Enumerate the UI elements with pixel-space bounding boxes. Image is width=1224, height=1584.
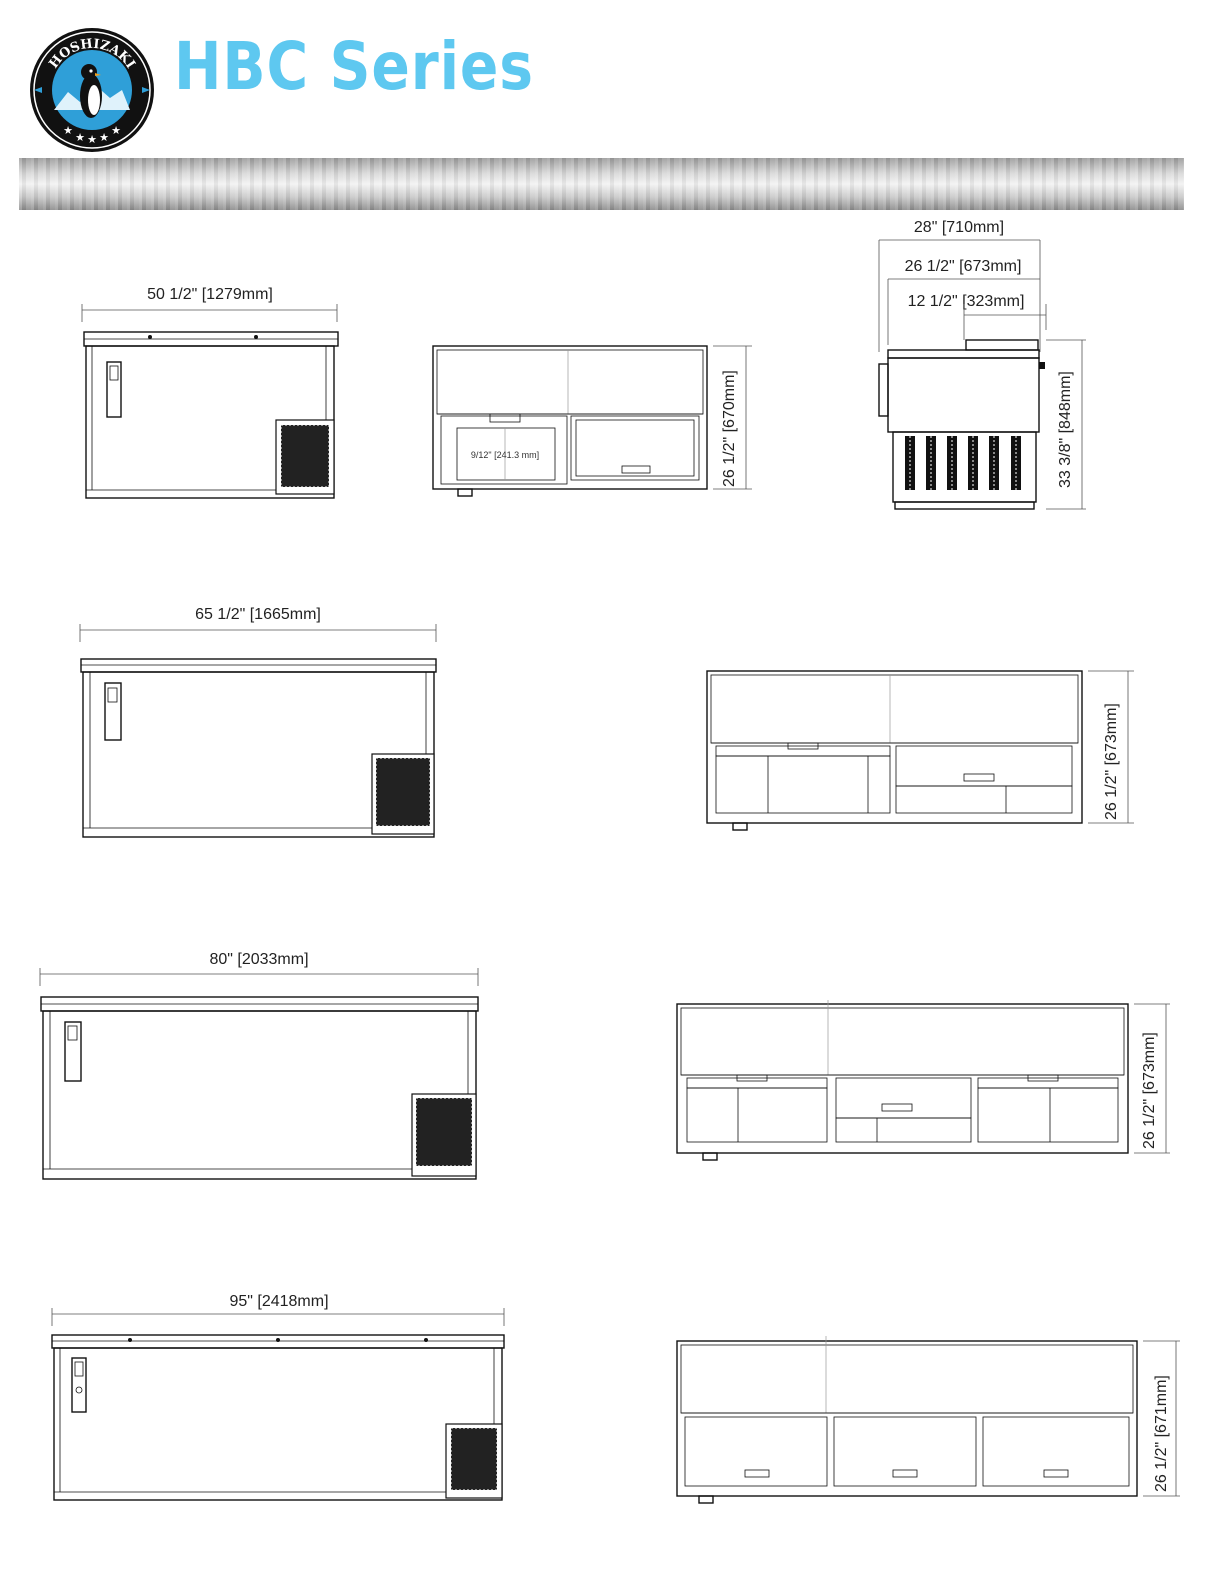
model-4-width-dim: 95" [2418mm] (229, 1293, 329, 1310)
model-2-front-view (80, 606, 436, 837)
side-depth-dim: 28" [710mm] (913, 219, 1005, 236)
model-3-height-dim: 26 1/2" [673mm] (1141, 1032, 1158, 1149)
model-1-shelf-note: 9/12" [241.3 mm] (470, 450, 540, 460)
model-2-width-dim: 65 1/2" [1665mm] (195, 606, 321, 623)
page-title: HBC Series (174, 28, 534, 105)
svg-text:★: ★ (87, 133, 97, 146)
side-view (879, 219, 1086, 509)
svg-text:★: ★ (99, 131, 109, 144)
svg-text:★: ★ (75, 131, 85, 144)
model-1-front-view (82, 286, 338, 498)
side-height-dim: 33 3/8" [848mm] (1057, 371, 1074, 488)
model-2-height-dim: 26 1/2" [673mm] (1103, 703, 1120, 820)
side-inner-depth-dim: 26 1/2" [673mm] (904, 258, 1022, 275)
model-2-rear-view (707, 671, 1134, 830)
model-4-front-view (52, 1293, 504, 1500)
model-1-rear-view (433, 346, 752, 496)
model-4-height-dim: 26 1/2" [671mm] (1153, 1375, 1170, 1492)
model-3-width-dim: 80" [2033mm] (209, 951, 309, 968)
model-3-rear-view (677, 1000, 1170, 1160)
model-1-width-dim: 50 1/2" [1279mm] (147, 286, 273, 303)
model-3-front-view (40, 951, 478, 1179)
svg-text:★: ★ (111, 124, 121, 137)
model-4-rear-view (677, 1336, 1180, 1503)
logo-wordmark: HOSHIZAKI (46, 36, 138, 72)
model-1-height-dim: 26 1/2" [670mm] (721, 370, 738, 487)
side-lid-dim: 12 1/2" [323mm] (907, 293, 1025, 310)
svg-text:★: ★ (63, 124, 73, 137)
